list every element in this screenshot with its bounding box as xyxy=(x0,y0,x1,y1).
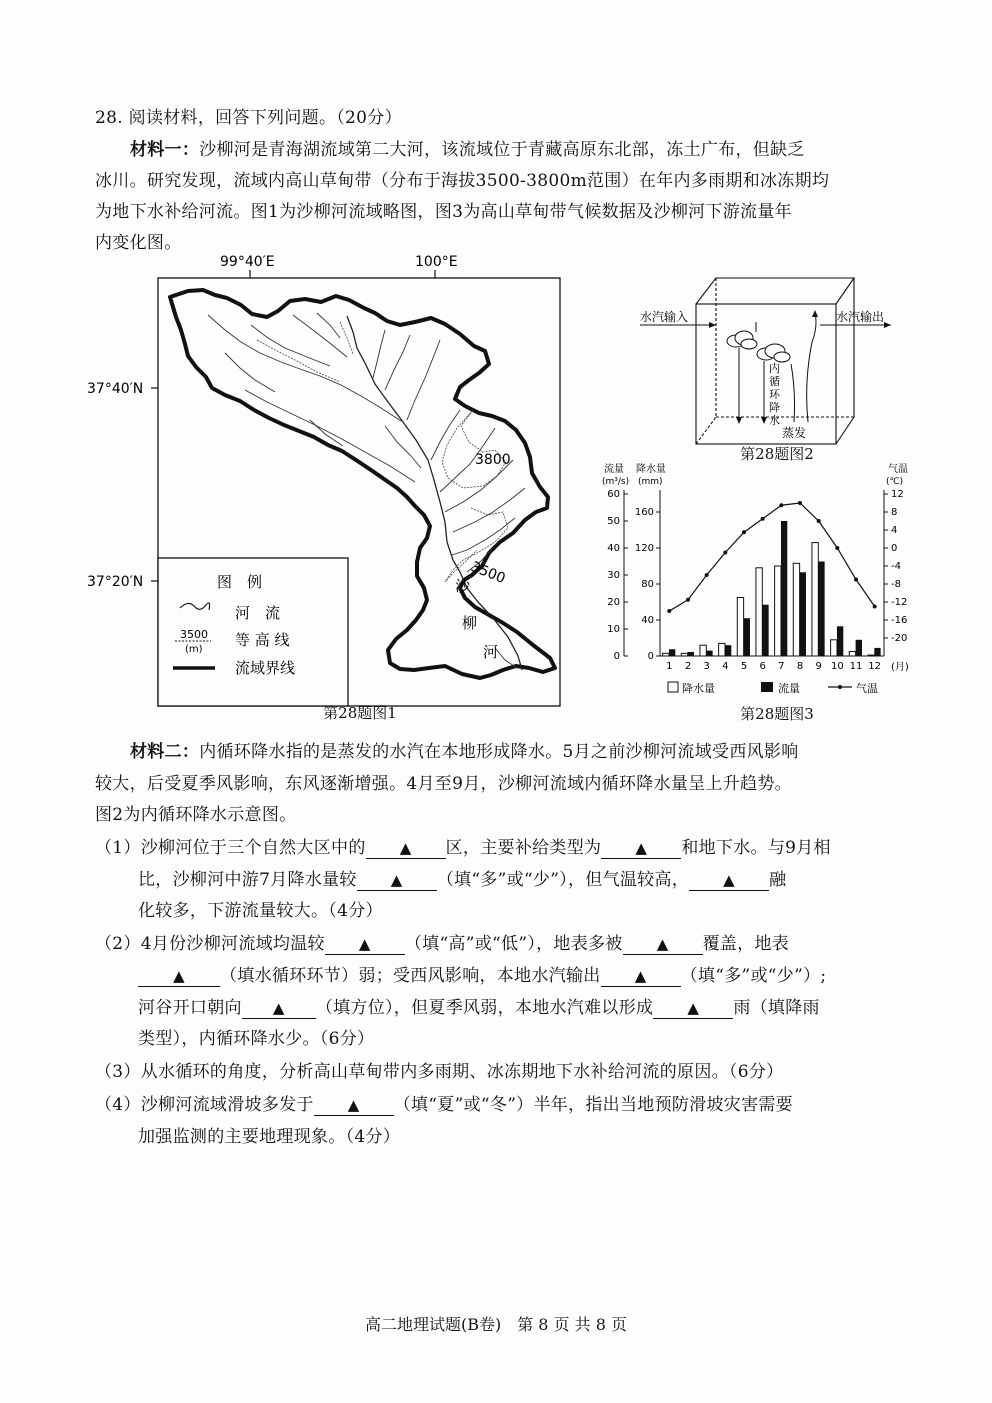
q2-blank-6[interactable] xyxy=(653,998,733,1019)
material1-line4: 内变化图。 xyxy=(95,233,182,253)
q1-text-a: （1）沙柳河位于三个自然大区中的 xyxy=(95,838,366,858)
precip-bar xyxy=(793,563,799,656)
legend-title: 图 例 xyxy=(217,573,263,591)
material2-line1 xyxy=(130,737,799,768)
river-name-char-1: 沙 xyxy=(455,577,471,595)
q4-line1 xyxy=(95,1090,793,1121)
q2-text-c: 覆盖，地表 xyxy=(702,934,790,954)
material1-label: 材料一： xyxy=(130,140,200,160)
q2-line1 xyxy=(95,929,789,960)
temperature-point xyxy=(817,519,821,523)
cloud-icon xyxy=(727,331,790,362)
vapor-input-label: 水汽输入 xyxy=(640,310,689,324)
temp-tick-label: 12 xyxy=(891,489,904,500)
flow-bar xyxy=(781,521,787,656)
temperature-point xyxy=(667,609,671,613)
legend-contour-num: 3500 xyxy=(180,628,208,641)
flow-bar xyxy=(856,640,862,656)
month-tick-label: 9 xyxy=(815,661,822,672)
contour-lines xyxy=(257,322,508,582)
flow-axis-unit: (m³/s) xyxy=(602,477,630,487)
map-legend xyxy=(158,558,348,706)
month-tick-label: 11 xyxy=(849,661,863,672)
legend-contour: 等 高 线 xyxy=(235,631,290,649)
river-name-char-2: 柳 xyxy=(462,614,478,632)
flow-tick-label: 40 xyxy=(607,543,620,554)
temperature-point xyxy=(779,503,783,507)
q1-text-f: 融 xyxy=(769,870,787,890)
q1-blank-2[interactable] xyxy=(601,838,681,859)
precip-bar xyxy=(737,598,743,657)
inner-label-5: 水 xyxy=(769,414,780,427)
precip-tick-label: 0 xyxy=(647,651,654,662)
month-tick-label: 8 xyxy=(796,661,804,672)
temperature-line xyxy=(669,503,874,611)
precip-bar xyxy=(812,543,818,656)
chart-legend xyxy=(668,681,878,695)
temp-tick-label: -12 xyxy=(891,597,908,608)
lat-label-1: 37°40′N xyxy=(87,381,144,397)
month-tick-label: 12 xyxy=(868,661,882,672)
temp-axis-label: 气温 xyxy=(888,464,908,475)
figure3-caption: 第28题图3 xyxy=(740,705,814,723)
blank-triangle-icon: ▲ xyxy=(635,839,648,857)
q2-text-a: （2）4月份沙柳河流域均温较 xyxy=(95,934,325,954)
figure2-diagram xyxy=(636,272,896,467)
legend-river: 河 流 xyxy=(235,604,281,622)
page-footer: 高二地理试题(B卷) 第 8 页 共 8 页 xyxy=(364,1315,628,1334)
blank-triangle-icon: ▲ xyxy=(358,935,371,953)
q1-blank-1[interactable] xyxy=(366,838,446,859)
precip-bar xyxy=(849,652,855,657)
precip-bar xyxy=(681,653,687,656)
q2-text-f: 河谷开口朝向 xyxy=(138,998,242,1018)
contour-label-3500: 3500 xyxy=(468,558,508,588)
legend-precip: 降水量 xyxy=(682,682,715,695)
temp-tick-label: 0 xyxy=(891,543,898,554)
q3-line: （3）从水循环的角度，分析高山草甸带内多雨期、冰冻期地下水补给河流的原因。（6分） xyxy=(95,1062,784,1082)
x-unit-label: (月) xyxy=(891,662,909,673)
precip-bar xyxy=(868,655,874,656)
q2-blank-4[interactable] xyxy=(601,966,681,987)
temp-tick-label: -8 xyxy=(891,579,901,590)
temperature-point xyxy=(723,551,727,555)
lon-label-1: 99°40′E xyxy=(220,254,275,270)
lon-label-2: 100°E xyxy=(415,254,458,270)
temperature-point xyxy=(686,598,690,602)
blank-triangle-icon: ▲ xyxy=(272,999,285,1017)
temp-tick-label: -16 xyxy=(891,615,908,626)
flow-tick-label: 20 xyxy=(607,597,620,608)
month-tick-label: 10 xyxy=(830,661,844,672)
flow-bar xyxy=(874,648,880,656)
precip-tick-label: 160 xyxy=(634,507,654,518)
q2-blank-3[interactable] xyxy=(138,966,220,987)
lat-label-2: 37°20′N xyxy=(87,574,144,590)
figure1-caption: 第28题图1 xyxy=(323,704,397,722)
month-tick-label: 6 xyxy=(759,661,766,672)
figure2-caption: 第28题图2 xyxy=(740,445,814,463)
precip-bar xyxy=(663,653,669,656)
q4-text-b: （填“夏”或“冬”）半年，指出当地预防滑坡灾害需要 xyxy=(393,1095,793,1115)
legend-boundary: 流域界线 xyxy=(235,659,296,677)
material2-line3: 图2为内循环降水示意图。 xyxy=(95,805,297,825)
river-name-char-3: 河 xyxy=(483,643,499,661)
precip-bar xyxy=(831,640,837,656)
precip-bar xyxy=(775,566,781,656)
temperature-point xyxy=(854,578,858,582)
q2-line2 xyxy=(138,961,826,992)
precip-bar xyxy=(700,645,706,656)
legend-flow: 流量 xyxy=(778,682,800,695)
precip-tick-label: 120 xyxy=(634,543,654,554)
material2-text1: 内循环降水指的是蒸发的水汽在本地形成降水。5月之前沙柳河流域受西风影响 xyxy=(199,742,799,762)
temperature-point xyxy=(742,530,746,534)
temperature-point xyxy=(705,573,709,577)
q2-text-g: （填方位），但夏季风弱，本地水汽难以形成 xyxy=(315,998,654,1018)
contour-label-3800: 3800 xyxy=(475,452,511,468)
flow-tick-label: 60 xyxy=(607,489,620,500)
inner-label-3: 环 xyxy=(769,388,780,401)
flow-bar xyxy=(800,572,806,656)
flow-tick-label: 0 xyxy=(613,651,620,662)
blank-triangle-icon: ▲ xyxy=(347,1096,360,1114)
q4-blank-1[interactable] xyxy=(314,1095,394,1116)
material1-line3: 为地下水补给河流。图1为沙柳河流域略图，图3为高山草甸带气候数据及沙柳河下游流量年 xyxy=(95,202,792,222)
flow-bar xyxy=(744,618,750,656)
blank-triangle-icon: ▲ xyxy=(656,935,669,953)
flow-bar xyxy=(837,626,843,656)
precip-axis-label: 降水量 xyxy=(636,464,666,475)
month-tick-label: 4 xyxy=(722,661,729,672)
temp-axis-unit: (℃) xyxy=(886,477,904,487)
q2-line3 xyxy=(138,993,820,1024)
precip-axis-unit: (mm) xyxy=(638,477,663,487)
precip-tick-label: 80 xyxy=(641,579,654,590)
flow-bar xyxy=(762,605,768,656)
q2-blank-5[interactable] xyxy=(242,998,316,1019)
flow-axis-label: 流量 xyxy=(604,464,624,475)
q2-blank-2[interactable] xyxy=(623,934,703,955)
q4-text-a: （4）沙柳河流域滑坡多发于 xyxy=(95,1095,314,1115)
flow-bar xyxy=(706,651,712,656)
temperature-point xyxy=(798,501,802,505)
flow-bar xyxy=(818,562,824,657)
flow-tick-label: 30 xyxy=(607,570,620,581)
blank-triangle-icon: ▲ xyxy=(723,871,736,889)
flow-bar xyxy=(688,652,694,656)
precip-tick-label: 40 xyxy=(641,615,654,626)
month-tick-label: 1 xyxy=(666,661,673,672)
question-header: 28. 阅读材料，回答下列问题。（20分） xyxy=(95,108,402,128)
q2-line4: 类型），内循环降水少。（6分） xyxy=(138,1029,375,1049)
material1-line2: 冰川。研究发现，流域内高山草甸带（分布于海拔3500-3800m范围）在年内多雨期和冰冻期均 xyxy=(95,171,830,191)
blank-triangle-icon: ▲ xyxy=(399,839,412,857)
q1-line3: 化较多，下游流量较大。（4分） xyxy=(138,901,383,921)
blank-triangle-icon: ▲ xyxy=(390,871,403,889)
q1-blank-3[interactable] xyxy=(357,870,437,891)
legend-contour-unit: (m) xyxy=(185,644,203,655)
temperature-point xyxy=(873,605,877,609)
q2-text-d: （填水循环环节）弱；受西风影响，本地水汽输出 xyxy=(220,966,601,986)
blank-triangle-icon: ▲ xyxy=(173,967,185,985)
q2-text-e: （填“多”或“少”）; xyxy=(680,966,827,986)
precip-bar xyxy=(719,643,725,656)
q1-line2 xyxy=(138,865,786,896)
month-tick-label: 3 xyxy=(703,661,710,672)
material1-line1 xyxy=(130,135,920,166)
month-tick-label: 5 xyxy=(740,661,748,672)
evaporation-label: 蒸发 xyxy=(782,426,807,440)
legend-temp: 气温 xyxy=(856,682,878,695)
flow-tick-label: 50 xyxy=(607,516,620,527)
q2-text-h: 雨（填降雨 xyxy=(733,998,820,1018)
precip-bar xyxy=(756,568,762,656)
q1-blank-4[interactable] xyxy=(689,870,769,891)
temperature-point xyxy=(761,517,765,521)
q2-text-b: （填“高”或“低”），地表多被 xyxy=(404,934,623,954)
material2-label: 材料二： xyxy=(130,742,200,762)
inner-label-2: 循 xyxy=(769,375,780,388)
temp-tick-label: -4 xyxy=(891,561,901,572)
figure1-map xyxy=(85,250,565,730)
q1-line1 xyxy=(95,833,831,864)
inner-label-1: 内 xyxy=(769,362,780,375)
vapor-output-label: 水汽输出 xyxy=(836,310,885,324)
temp-tick-label: 4 xyxy=(891,525,898,536)
q4-line2: 加强监测的主要地理现象。（4分） xyxy=(138,1127,401,1147)
q1-text-c: 和地下水。与9月相 xyxy=(681,838,831,858)
month-tick-label: 7 xyxy=(778,661,785,672)
flow-tick-label: 10 xyxy=(607,624,620,635)
material2-line2: 较大，后受夏季风影响，东风逐渐增强。4月至9月，沙柳河流域内循环降水量呈上升趋势。 xyxy=(95,774,792,794)
blank-triangle-icon: ▲ xyxy=(687,999,700,1017)
q1-text-e: （填“多”或“少”），但气温较高， xyxy=(436,870,690,890)
blank-triangle-icon: ▲ xyxy=(634,967,647,985)
temp-tick-label: 8 xyxy=(891,507,898,518)
figure3-chart xyxy=(596,456,916,701)
temp-tick-label: -20 xyxy=(891,633,908,644)
flow-bar xyxy=(725,645,731,656)
material1-text1: 沙柳河是青海湖流域第二大河，该流域位于青藏高原东北部，冻土广布，但缺乏 xyxy=(199,140,805,160)
flow-bar xyxy=(669,649,675,656)
month-tick-label: 2 xyxy=(684,661,692,672)
q2-blank-1[interactable] xyxy=(325,934,405,955)
temperature-point xyxy=(835,546,839,550)
q1-text-b: 区，主要补给类型为 xyxy=(445,838,602,858)
climate-chart-svg xyxy=(596,456,916,701)
q1-text-d: 比，沙柳河中游7月降水量较 xyxy=(138,870,357,890)
inner-label-4: 降 xyxy=(769,401,780,414)
